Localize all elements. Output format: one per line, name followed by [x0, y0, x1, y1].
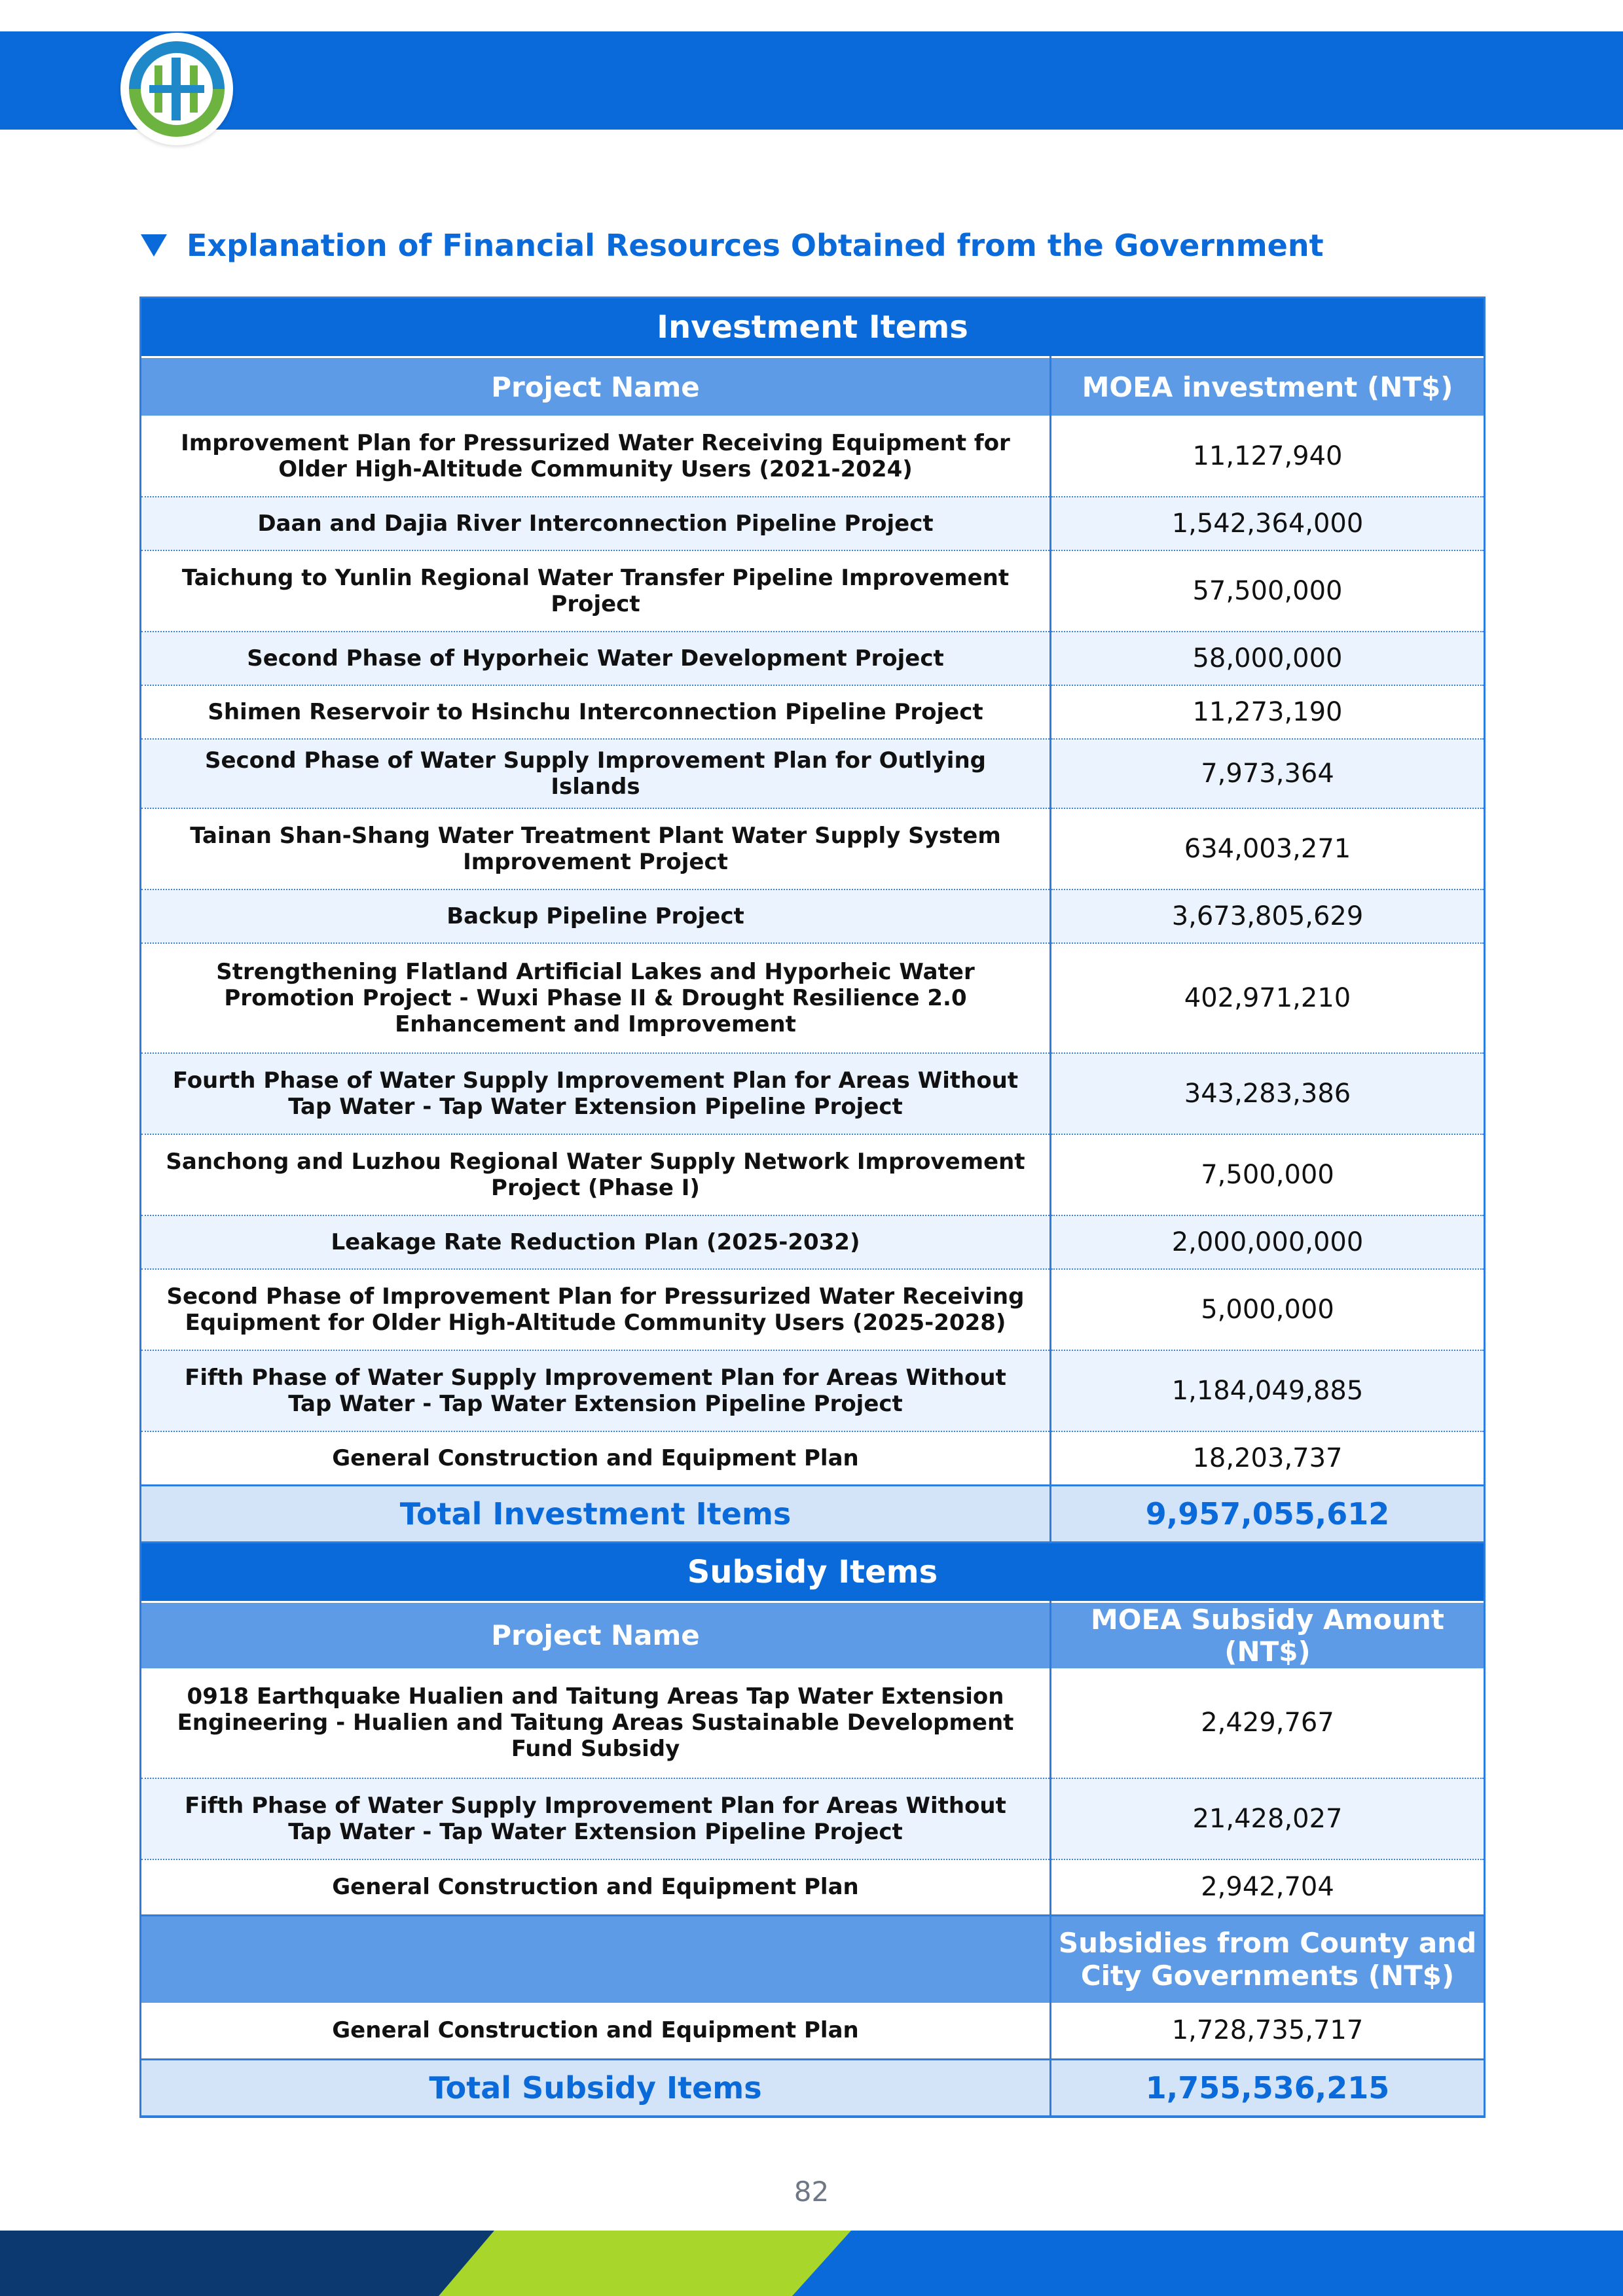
- amount-cell: 2,000,000,000: [1051, 1215, 1485, 1269]
- table-row: [141, 1668, 1485, 1778]
- triangle-down-icon: [141, 234, 167, 257]
- project-name-cell: Backup Pipeline Project: [141, 889, 1051, 943]
- project-name-cell: General Construction and Equipment Plan: [141, 2003, 1051, 2059]
- amount-cell: 1,728,735,717: [1051, 2003, 1485, 2059]
- amount-cell: 11,273,190: [1051, 685, 1485, 739]
- project-name-cell: Sanchong and Luzhou Regional Water Supply Network Improvement Project (Phase I): [141, 1134, 1051, 1215]
- column-header-project-name: Project Name: [141, 1602, 1051, 1668]
- project-name-cell: 0918 Earthquake Hualien and Taitung Areas Tap Water Extension Engineering - Hualien and Taitung Areas Sustainable Development Fund Subsidy: [141, 1668, 1051, 1778]
- section-title: [141, 228, 1324, 263]
- page-number: 82: [793, 2176, 830, 2208]
- total-subsidy-label: Total Subsidy Items: [141, 2059, 1051, 2117]
- financial-resources-table: [139, 296, 1486, 2118]
- table-row: [141, 1350, 1485, 1431]
- amount-cell: 1,184,049,885: [1051, 1350, 1485, 1431]
- project-name-cell: Second Phase of Improvement Plan for Pressurized Water Receiving Equipment for Older High-Altitude Community Users (2025-2028): [141, 1269, 1051, 1350]
- project-name-cell: Second Phase of Water Supply Improvement Plan for Outlying Islands: [141, 739, 1051, 808]
- project-name-cell: Leakage Rate Reduction Plan (2025-2032): [141, 1215, 1051, 1269]
- amount-cell: 402,971,210: [1051, 943, 1485, 1053]
- table-row: [141, 1215, 1485, 1269]
- project-name-cell: Strengthening Flatland Artificial Lakes and Hyporheic Water Promotion Project - Wuxi Phase II & Drought Resilience 2.0 Enhancement and Improvement: [141, 943, 1051, 1053]
- amount-cell: 18,203,737: [1051, 1431, 1485, 1485]
- table-row: [141, 808, 1485, 889]
- amount-cell: 7,500,000: [1051, 1134, 1485, 1215]
- amount-cell: 21,428,027: [1051, 1778, 1485, 1859]
- project-name-cell: Daan and Dajia River Interconnection Pipeline Project: [141, 497, 1051, 550]
- amount-cell: 57,500,000: [1051, 550, 1485, 632]
- column-header-moea-subsidy: MOEA Subsidy Amount (NT$): [1051, 1602, 1485, 1668]
- section-title-text: Explanation of Financial Resources Obtained from the Government: [187, 228, 1324, 263]
- table-row: [141, 550, 1485, 632]
- table-row: [141, 739, 1485, 808]
- column-header-project-name: Project Name: [141, 357, 1051, 416]
- amount-cell: 2,942,704: [1051, 1859, 1485, 1916]
- total-investment-label: Total Investment Items: [141, 1485, 1051, 1542]
- amount-cell: 634,003,271: [1051, 808, 1485, 889]
- column-header-moea-investment: MOEA investment (NT$): [1051, 357, 1485, 416]
- project-name-cell: Tainan Shan-Shang Water Treatment Plant Water Supply System Improvement Project: [141, 808, 1051, 889]
- project-name-cell: Shimen Reservoir to Hsinchu Interconnection Pipeline Project: [141, 685, 1051, 739]
- table-row: [141, 1053, 1485, 1134]
- table-row: [141, 1269, 1485, 1350]
- total-investment-value: 9,957,055,612: [1051, 1485, 1485, 1542]
- project-name-cell: Second Phase of Hyporheic Water Development Project: [141, 632, 1051, 685]
- amount-cell: 3,673,805,629: [1051, 889, 1485, 943]
- project-name-cell: General Construction and Equipment Plan: [141, 1431, 1051, 1485]
- amount-cell: 1,542,364,000: [1051, 497, 1485, 550]
- amount-cell: 11,127,940: [1051, 416, 1485, 497]
- subsidy-items-band: Subsidy Items: [141, 1542, 1485, 1602]
- water-company-logo-icon: [120, 33, 233, 145]
- header-band: [0, 31, 1623, 130]
- amount-cell: 2,429,767: [1051, 1668, 1485, 1778]
- table-row: [141, 889, 1485, 943]
- table-row: [141, 685, 1485, 739]
- project-name-cell: Fifth Phase of Water Supply Improvement Plan for Areas Without Tap Water - Tap Water Extension Pipeline Project: [141, 1350, 1051, 1431]
- table-row: [141, 1134, 1485, 1215]
- company-logo: [120, 33, 233, 145]
- project-name-cell: Fourth Phase of Water Supply Improvement Plan for Areas Without Tap Water - Tap Water Extension Pipeline Project: [141, 1053, 1051, 1134]
- table-row: [141, 632, 1485, 685]
- project-name-cell: Fifth Phase of Water Supply Improvement Plan for Areas Without Tap Water - Tap Water Extension Pipeline Project: [141, 1778, 1051, 1859]
- project-name-cell: General Construction and Equipment Plan: [141, 1859, 1051, 1916]
- table-row: [141, 2003, 1485, 2059]
- investment-items-band: Investment Items: [141, 298, 1485, 357]
- amount-cell: 343,283,386: [1051, 1053, 1485, 1134]
- project-name-cell: Taichung to Yunlin Regional Water Transfer Pipeline Improvement Project: [141, 550, 1051, 632]
- column-header-blank: [141, 1916, 1051, 2003]
- table-row: [141, 1778, 1485, 1859]
- table-row: [141, 1859, 1485, 1916]
- table-row: [141, 497, 1485, 550]
- total-subsidy-value: 1,755,536,215: [1051, 2059, 1485, 2117]
- table-row: [141, 1431, 1485, 1485]
- footer-band: [0, 2231, 1623, 2296]
- amount-cell: 7,973,364: [1051, 739, 1485, 808]
- table-row: [141, 416, 1485, 497]
- table-row: [141, 943, 1485, 1053]
- amount-cell: 58,000,000: [1051, 632, 1485, 685]
- project-name-cell: Improvement Plan for Pressurized Water Receiving Equipment for Older High-Altitude Community Users (2021-2024): [141, 416, 1051, 497]
- amount-cell: 5,000,000: [1051, 1269, 1485, 1350]
- column-header-county-city-subsidy: Subsidies from County and City Governments (NT$): [1051, 1916, 1485, 2003]
